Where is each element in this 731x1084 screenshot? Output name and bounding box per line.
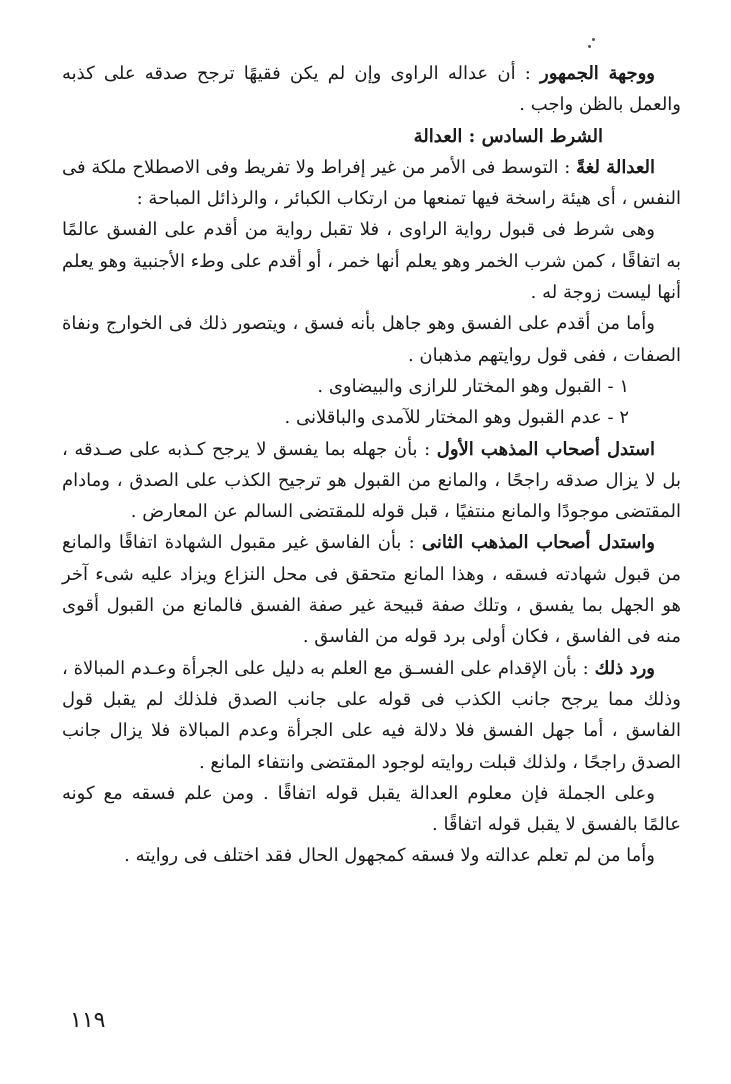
- paragraph-first-school: [62, 434, 681, 528]
- paragraph-second-school: [62, 527, 681, 652]
- section-heading: [62, 121, 681, 152]
- heading-text: الشرط السادس : العدالة: [413, 125, 603, 147]
- paragraph-definition: [62, 152, 681, 215]
- paragraph-condition: [62, 214, 681, 308]
- paragraph-text: : بأن الإقدام على الفسـق مع العلم به دليل على الجرأة وعـدم المبالاة ، وذلك مما يرجح جانب الكذب فى قوله على جانب الصدق فلذلك لم يقبل قول الفاسق ، أما جهل الفسق فلا دلالة فيه على الجرأة وعدم المبالاة فلا يزال جانب الصدق راجحًا ، ولذلك قبلت روايته لوجود المقتضى وانتفاء المانع .: [62, 657, 681, 773]
- paragraph-text: وعلى الجملة فإن معلوم العدالة يقبل قوله اتفاقًا . ومن علم فسقه مع كونه عالمًا بالفسق لا يقبل قوله اتفاقًا .: [62, 782, 681, 836]
- body-text: [62, 58, 681, 872]
- paragraph-text: : التوسط فى الأمر من غير إفراط ولا تفريط وفى الاصطلاح ملكة فى النفس ، أى هيئة راسخة فيها تمنعها من ارتكاب الكبائر ، والرذائل المباحة :: [62, 156, 681, 210]
- paragraph-lead: ورد ذلك: [594, 657, 655, 679]
- paragraph-lead: العدالة لغةً: [576, 156, 655, 178]
- list-item-1: [62, 371, 681, 402]
- paragraph-text: وأما من لم تعلم عدالته ولا فسقه كمجهول الحال فقد اختلف فى روايته .: [124, 845, 655, 867]
- paragraph-text: وهى شرط فى قبول رواية الراوى ، فلا تقبل رواية من أقدم على الفسق عالمًا به اتفاقًا ، كمن شرب الخمر وهو يعلم أنها خمر ، أو أقدم على وطء الأجنبية وهو يعلم أنها ليست زوجة له .: [62, 219, 681, 304]
- paragraph-summary: [62, 778, 681, 841]
- paragraph-lead: ووجهة الجمهور: [540, 63, 655, 84]
- paragraph-majority-view: [62, 58, 681, 121]
- paragraph-text: : بأن جهله بما يفسق لا يرجح كـذبه على صـدقه ، بل لا يزال صدقه راجحًا ، والمانع من القبول هو ترجيح الكذب على الصدق ، ومادام المقتضى موجودًا والمانع منتفيًا ، قبل قوله للمقتضى السالم عن المعارض .: [62, 438, 681, 523]
- paragraph-lead: واستدل أصحاب المذهب الثانى: [421, 532, 656, 554]
- paragraph-unknown-status: [62, 840, 681, 871]
- paragraph-text: : أن عداله الراوى وإن لم يكن فقيهًا ترجح صدقه على كذبه والعمل بالظن واجب .: [62, 63, 681, 116]
- ink-mark: [588, 45, 591, 48]
- paragraph-lead: استدل أصحاب المذهب الأول: [436, 438, 656, 460]
- paragraph-text: : بأن الفاسق غير مقبول الشهادة اتفاقًا والمانع من قبول شهادته فسقه ، وهذا المانع متحقق فى محل النزاع ويزاد عليه شىء آخر هو الجهل بما يفسق ، وتلك صفة قبيحة غير صفة الفسق فالمانع من القبول أقوى منه فى الفاسق ، فكان أولى برد قوله من الفاسق .: [62, 532, 681, 648]
- paragraph-text: ١ - القبول وهو المختار للرازى والبيضاوى .: [317, 375, 629, 397]
- paragraph-text: وأما من أقدم على الفسق وهو جاهل بأنه فسق ، ويتصور ذلك فى الخوارج ونفاة الصفات ، ففى قول روايتهم مذهبان .: [62, 313, 681, 366]
- paragraph-text: ٢ - عدم القبول وهو المختار للآمدى والباقلانى .: [284, 407, 629, 429]
- paragraph-ignorant-sinner: [62, 308, 681, 371]
- ink-mark: [592, 38, 595, 41]
- paragraph-rebuttal: [62, 653, 681, 778]
- page-number: ١١٩: [70, 1008, 106, 1033]
- list-item-2: [62, 402, 681, 433]
